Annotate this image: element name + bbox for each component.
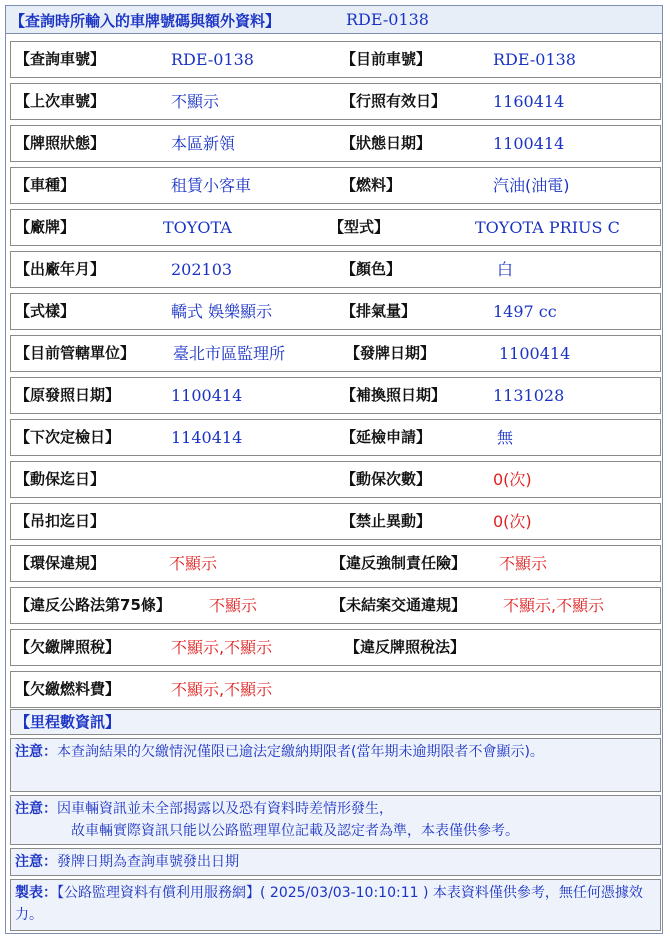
table-row (10, 545, 661, 582)
field-value: 1100414 (493, 134, 565, 153)
table-row (10, 167, 661, 204)
field-label: 【吊扣迄日】 (15, 512, 106, 530)
field-value: 1160414 (493, 92, 565, 111)
table-row (10, 293, 661, 330)
table-row (10, 461, 661, 498)
field-value: 轎式 娛樂顯示 (171, 302, 273, 321)
field-value: 1140414 (171, 428, 243, 447)
field-value: 無 (497, 428, 514, 447)
field-label: 【違反牌照稅法】 (345, 638, 466, 656)
field-value: 汽油(油電) (493, 176, 570, 195)
field-value: 0(次) (493, 470, 532, 489)
note-key: 注意： (15, 801, 57, 817)
table-row (10, 83, 661, 120)
report-title: 【查詢時所輸入的車牌號碼與額外資料】 (10, 12, 281, 30)
table-row (10, 335, 661, 372)
field-label: 【廠牌】 (15, 218, 76, 236)
report-plate: RDE-0138 (346, 10, 429, 29)
note-key: 注意： (15, 854, 57, 870)
table-row (10, 629, 661, 666)
field-label: 【出廠年月】 (15, 260, 106, 278)
field-value: 不顯示,不顯示 (171, 680, 273, 699)
field-value: 1100414 (171, 386, 243, 405)
field-label: 【車種】 (15, 176, 76, 194)
note-text: 發牌日期為查詢車號發出日期 (57, 854, 239, 870)
field-value: 不顯示 (169, 554, 218, 573)
field-label: 【目前管轄單位】 (15, 344, 136, 362)
field-label: 【欠繳燃料費】 (15, 680, 121, 698)
field-label: 【排氣量】 (341, 302, 417, 320)
field-value: 本區新領 (171, 134, 236, 153)
field-value: 租賃小客車 (171, 176, 252, 195)
field-value: 202103 (171, 260, 233, 279)
field-label: 【下次定檢日】 (15, 428, 121, 446)
field-value: TOYOTA (163, 218, 232, 237)
field-label: 【式樣】 (15, 302, 76, 320)
field-label: 【補換照日期】 (341, 386, 447, 404)
field-label: 【查詢車號】 (15, 50, 106, 68)
field-value: 不顯示,不顯示 (171, 638, 273, 657)
field-label: 【延檢申請】 (341, 428, 432, 446)
field-value: TOYOTA PRIUS C (475, 218, 620, 237)
note-key: 製表： (15, 885, 57, 901)
field-value: 臺北市區監理所 (173, 344, 286, 363)
field-value: 白 (497, 260, 514, 279)
table-row (10, 419, 661, 456)
field-value: RDE-0138 (493, 50, 576, 69)
table-row (10, 125, 661, 162)
report-header (6, 6, 662, 34)
note-text: 【公路監理資料有償利用服務網】( 2025/03/03-10:10:11 ) 本表資料僅供參考，無任何憑據效力。 (15, 885, 643, 923)
field-label: 【違反強制責任險】 (331, 554, 467, 572)
field-label: 【未結案交通違規】 (331, 596, 467, 614)
note-item (10, 738, 661, 792)
field-label: 【顏色】 (341, 260, 402, 278)
table-row (10, 503, 661, 540)
table-row (10, 377, 661, 414)
table-row (10, 587, 661, 624)
field-label: 【動保次數】 (341, 470, 432, 488)
field-value: RDE-0138 (171, 50, 254, 69)
field-value: 0(次) (493, 512, 532, 531)
table-row (10, 671, 661, 708)
note-item (10, 795, 661, 845)
field-label: 【禁止異動】 (341, 512, 432, 530)
note-text: 本查詢結果的欠繳情況僅限已逾法定繳納期限者(當年期未逾期限者不會顯示)。 (57, 744, 544, 760)
note-key: 注意： (15, 744, 57, 760)
field-value: 不顯示,不顯示 (503, 596, 605, 615)
field-label: 【動保迄日】 (15, 470, 106, 488)
field-value: 不顯示 (171, 92, 220, 111)
mileage-section-header: 【里程數資訊】 (10, 709, 661, 735)
field-label: 【燃料】 (341, 176, 402, 194)
field-label: 【環保違規】 (15, 554, 106, 572)
field-label: 【欠繳牌照稅】 (15, 638, 121, 656)
field-value: 1497 cc (493, 302, 557, 321)
field-label: 【違反公路法第75條】 (15, 596, 171, 614)
field-label: 【型式】 (329, 218, 390, 236)
note-text: 因車輛資訊並未全部揭露以及恐有資料時差情形發生， (57, 801, 393, 817)
field-label: 【目前車號】 (341, 50, 432, 68)
field-value: 不顯示 (209, 596, 258, 615)
field-label: 【原發照日期】 (15, 386, 121, 404)
field-label: 【發牌日期】 (345, 344, 436, 362)
note-item (10, 848, 661, 876)
table-row (10, 41, 661, 78)
field-value: 不顯示 (499, 554, 548, 573)
note-text-continued: 故車輛實際資訊只能以公路監理單位記載及認定者為準，本表僅供參考。 (71, 823, 519, 839)
field-value: 1100414 (499, 344, 571, 363)
field-value: 1131028 (493, 386, 565, 405)
field-label: 【狀態日期】 (341, 134, 432, 152)
field-label: 【上次車號】 (15, 92, 106, 110)
field-label: 【行照有效日】 (341, 92, 447, 110)
table-row (10, 209, 661, 246)
field-label: 【牌照狀態】 (15, 134, 106, 152)
note-item (10, 879, 661, 931)
table-row (10, 251, 661, 288)
